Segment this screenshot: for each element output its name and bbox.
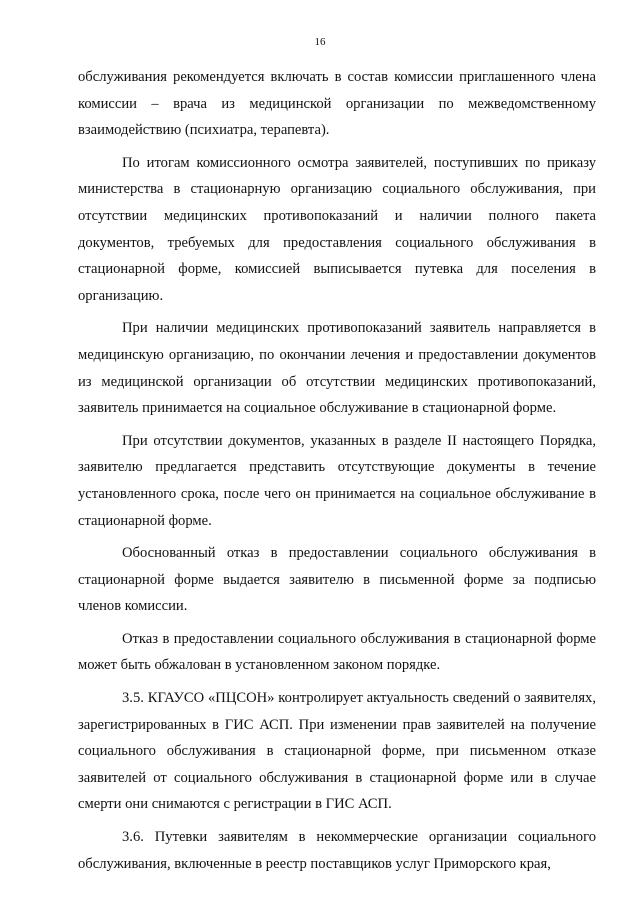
paragraph-commission-inspection: По итогам комиссионного осмотра заявителей, поступивших по приказу министерства в стационарную организацию социального обслуживания, при отсутствии медицинских противопоказаний и наличии полного пакета документов, требуемых для предоставления социального обслуживания в стационарной форме, комиссией выписывается путевка для поселения в организацию. [78, 154, 596, 304]
document-body [78, 64, 596, 877]
paragraph-medical-contraindications: При наличии медицинских противопоказаний заявитель направляется в медицинскую организацию, по окончании лечения и предоставлении документов из медицинской организации об отсутствии медицинских противопоказаний, заявитель принимается на социальное обслуживание в стационарной форме. [78, 320, 596, 417]
paragraph-missing-documents: При отсутствии документов, указанных в разделе II настоящего Порядка, заявителю предлагается представить отсутствующие документы в течение установленного срока, после чего он принимается на социальное обслуживание в стационарной форме. [78, 432, 596, 529]
paragraph-section-3-6: 3.6. Путевки заявителям в некоммерческие организации социального обслуживания, включенные в реестр поставщиков услуг Приморского края, [78, 829, 596, 872]
page-number: 16 [314, 36, 326, 48]
paragraph-appeal: Отказ в предоставлении социального обслуживания в стационарной форме может быть обжалован в установленном законом порядке. [78, 630, 596, 674]
paragraph-continuation: обслуживания рекомендуется включать в состав комиссии приглашенного члена комиссии – врача из медицинской организации по межведомственному взаимодействию (психиатра, терапевта). [78, 69, 596, 139]
paragraph-refusal: Обоснованный отказ в предоставлении социального обслуживания в стационарной форме выдается заявителю в письменной форме за подписью членов комиссии. [78, 545, 596, 615]
paragraph-section-3-5: 3.5. КГАУСО «ПЦСОН» контролирует актуальность сведений о заявителях, зарегистрированных в ГИС АСП. При изменении прав заявителей на получение социального обслуживания в стационарной форме, при письменном отказе заявителей от социального обслуживания в стационарной форме или в случае смерти они снимаются с регистрации в ГИС АСП. [78, 690, 596, 813]
